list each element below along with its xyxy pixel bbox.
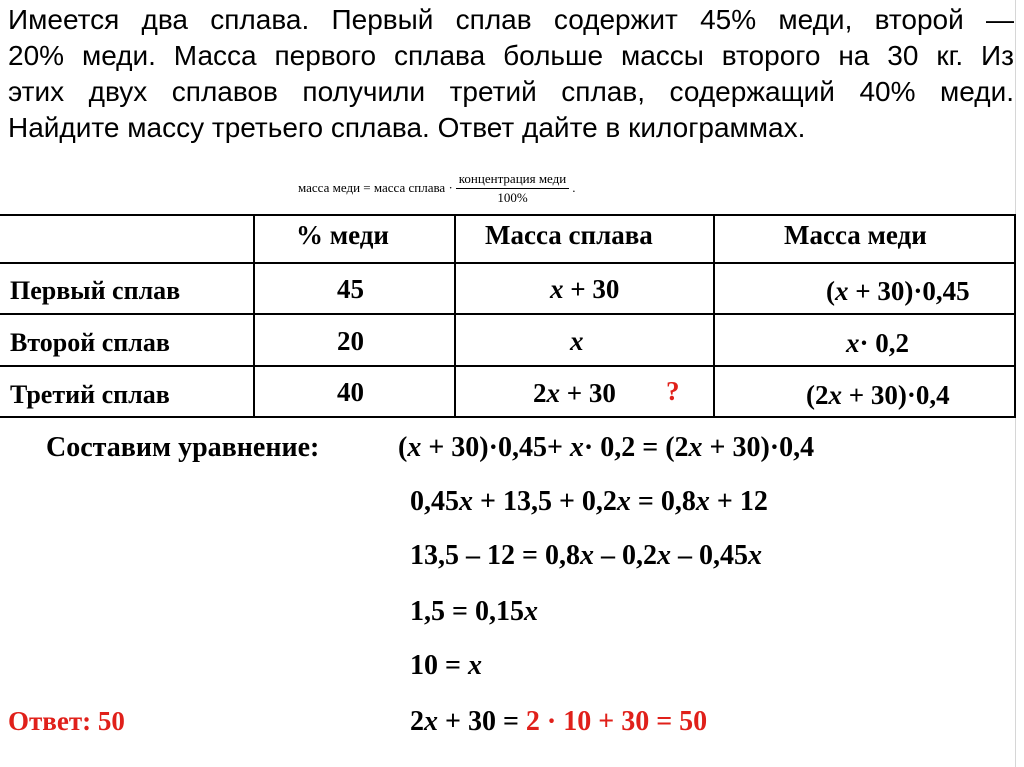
row-name: Первый сплав <box>10 276 181 305</box>
answer-text: Ответ: 50 <box>8 706 125 736</box>
row-alloy-mass: x + 30 <box>550 274 620 304</box>
table-border <box>713 214 715 418</box>
row-percent: 20 <box>337 326 364 356</box>
equation-step: 10 = x <box>410 650 482 681</box>
row-copper-mass: (2x + 30)·0,4 <box>806 380 950 410</box>
alloy-table <box>0 214 1016 418</box>
header-percent: % меди <box>296 220 389 250</box>
problem-line: Найдите массу третьего сплава. Ответ дайте в килограммах. <box>8 112 806 143</box>
table-border <box>1014 214 1016 418</box>
table-border <box>253 214 255 418</box>
equation-label: Составим уравнение: <box>46 432 320 463</box>
row-copper-mass: (x + 30)·0,45 <box>826 276 970 306</box>
problem-line: Имеется два сплава. Первый сплав содержит 45% меди, второй — <box>8 4 1014 35</box>
equation-step-final: 2x + 30 = 2 · 10 + 30 = 50 <box>410 706 708 737</box>
copper-mass-formula <box>298 166 575 210</box>
formula-fraction <box>456 171 569 206</box>
header-alloy-mass: Масса сплава <box>485 220 653 250</box>
formula-left: масса меди = масса сплава · <box>298 180 453 195</box>
unknown-question-mark: ? <box>666 376 680 406</box>
equation-step: 0,45x + 13,5 + 0,2x = 0,8x + 12 <box>410 486 768 517</box>
row-percent: 45 <box>337 274 364 304</box>
table-border <box>0 416 1016 418</box>
table-border <box>0 313 1016 315</box>
table-border <box>454 214 456 418</box>
equation-step: 1,5 = 0,15x <box>410 596 538 627</box>
row-alloy-mass: 2x + 30 <box>533 378 616 408</box>
row-alloy-mass: x <box>570 326 584 356</box>
table-border <box>0 262 1016 264</box>
formula-denominator: 100% <box>497 189 528 205</box>
row-copper-mass: x· 0,2 <box>846 328 910 358</box>
problem-line: этих двух сплавов получили третий сплав, содержащий 40% меди. <box>8 76 1014 107</box>
problem-line: 20% меди. Масса первого сплава больше массы второго на 30 кг. Из <box>8 40 1014 71</box>
equation-step: 13,5 – 12 = 0,8x – 0,2x – 0,45x <box>410 540 762 571</box>
problem-statement <box>8 2 1014 146</box>
final-computation: 2 · 10 + 30 = 50 <box>525 706 708 737</box>
row-name: Второй сплав <box>10 328 170 357</box>
row-name: Третий сплав <box>10 380 170 409</box>
formula-numerator: концентрация меди <box>456 171 569 189</box>
row-percent: 40 <box>337 377 364 407</box>
table-border <box>0 214 1016 216</box>
equation-main: (x + 30)·0,45+ x· 0,2 = (2x + 30)·0,4 <box>398 432 815 463</box>
formula-end: . <box>572 180 576 195</box>
header-copper-mass: Масса меди <box>784 220 927 250</box>
table-border <box>0 365 1016 367</box>
